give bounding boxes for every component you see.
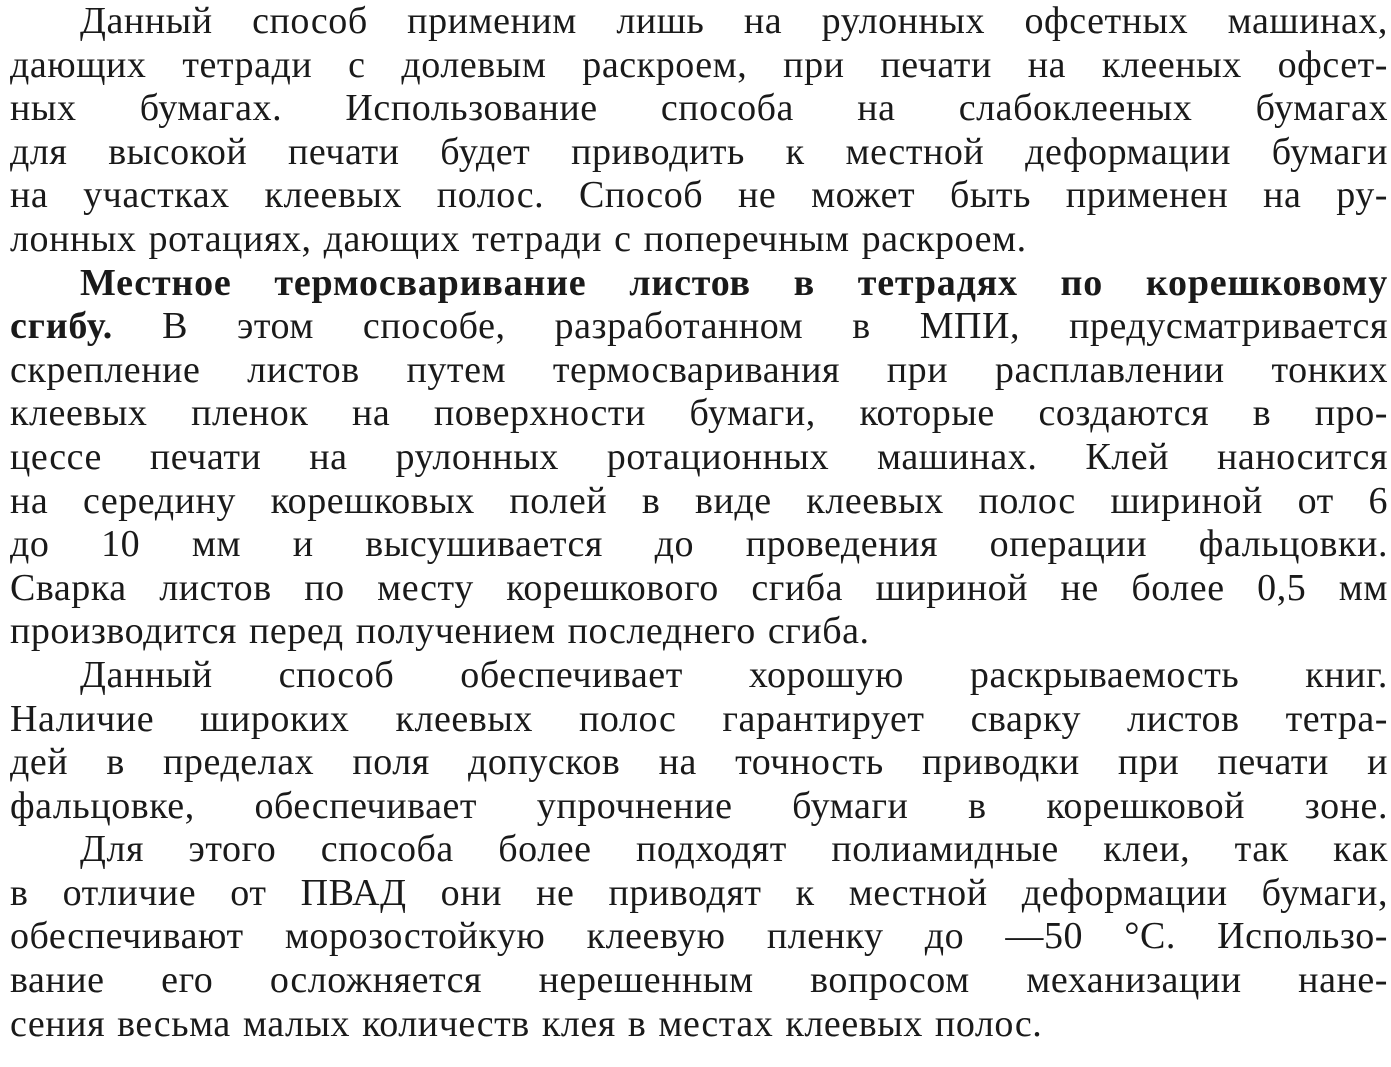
paragraph-2 — [10, 262, 1388, 654]
section-heading: Местное термосваривание листов в тетрадях по корешковому — [80, 261, 1388, 304]
text-line: дающих тетради с долевым раскроем, при печати на клееных офсет- — [10, 43, 1388, 86]
text-line: Данный способ применим лишь на рулонных офсетных машинах, — [80, 0, 1388, 42]
text-line: сения весьма малых количеств клея в местах клеевых полос. — [10, 1002, 1043, 1045]
text-line — [10, 305, 1388, 349]
text-line: для высокой печати будет приводить к местной деформации бумаги — [10, 130, 1388, 173]
text-line: производится перед получением последнего сгиба. — [10, 610, 870, 653]
text-run: В этом способе, разработанном в МПИ, предусматривается — [113, 305, 1388, 348]
text-line: до 10 мм и высушивается до проведения операции фальцовки. — [10, 523, 1388, 566]
text-line: цессе печати на рулонных ротационных машинах. Клей наносится — [10, 435, 1388, 478]
paragraph-4 — [10, 828, 1388, 1046]
paragraph-1 — [10, 0, 1388, 262]
text-line: фальцовке, обеспечивает упрочнение бумаги в корешковой зоне. — [10, 784, 1388, 827]
text-line: дей в пределах поля допусков на точность приводки при печати и — [10, 741, 1388, 784]
text-line: Данный способ обеспечивает хорошую раскрываемость книг. — [80, 653, 1388, 696]
text-line: на середину корешковых полей в виде клеевых полос шириной от 6 — [10, 479, 1388, 522]
text-line: лонных ротациях, дающих тетради с поперечным раскроем. — [10, 217, 1027, 260]
text-line: Наличие широких клеевых полос гарантирует сварку листов тетра- — [10, 697, 1388, 740]
paragraph-3 — [10, 654, 1388, 828]
text-line: вание его осложняется нерешенным вопросом механизации нане- — [10, 959, 1388, 1002]
text-line: на участках клеевых полос. Способ не может быть применен на ру- — [10, 174, 1388, 217]
text-line: Для этого способа более подходят полиамидные клеи, так как — [80, 828, 1388, 871]
text-line: обеспечивают морозостойкую клеевую пленку до —50 °С. Использо- — [10, 915, 1388, 958]
text-line: ных бумагах. Использование способа на слабоклееных бумагах — [10, 87, 1388, 130]
text-line: клеевых пленок на поверхности бумаги, которые создаются в про- — [10, 392, 1388, 435]
text-line: скрепление листов путем термосваривания при расплавлении тонких — [10, 348, 1388, 391]
document-page — [10, 0, 1388, 1046]
text-line: Сварка листов по месту корешкового сгиба шириной не более 0,5 мм — [10, 566, 1388, 609]
section-heading-end: сгибу. — [10, 305, 114, 348]
text-line: в отличие от ПВАД они не приводят к местной деформации бумаги, — [10, 871, 1388, 914]
